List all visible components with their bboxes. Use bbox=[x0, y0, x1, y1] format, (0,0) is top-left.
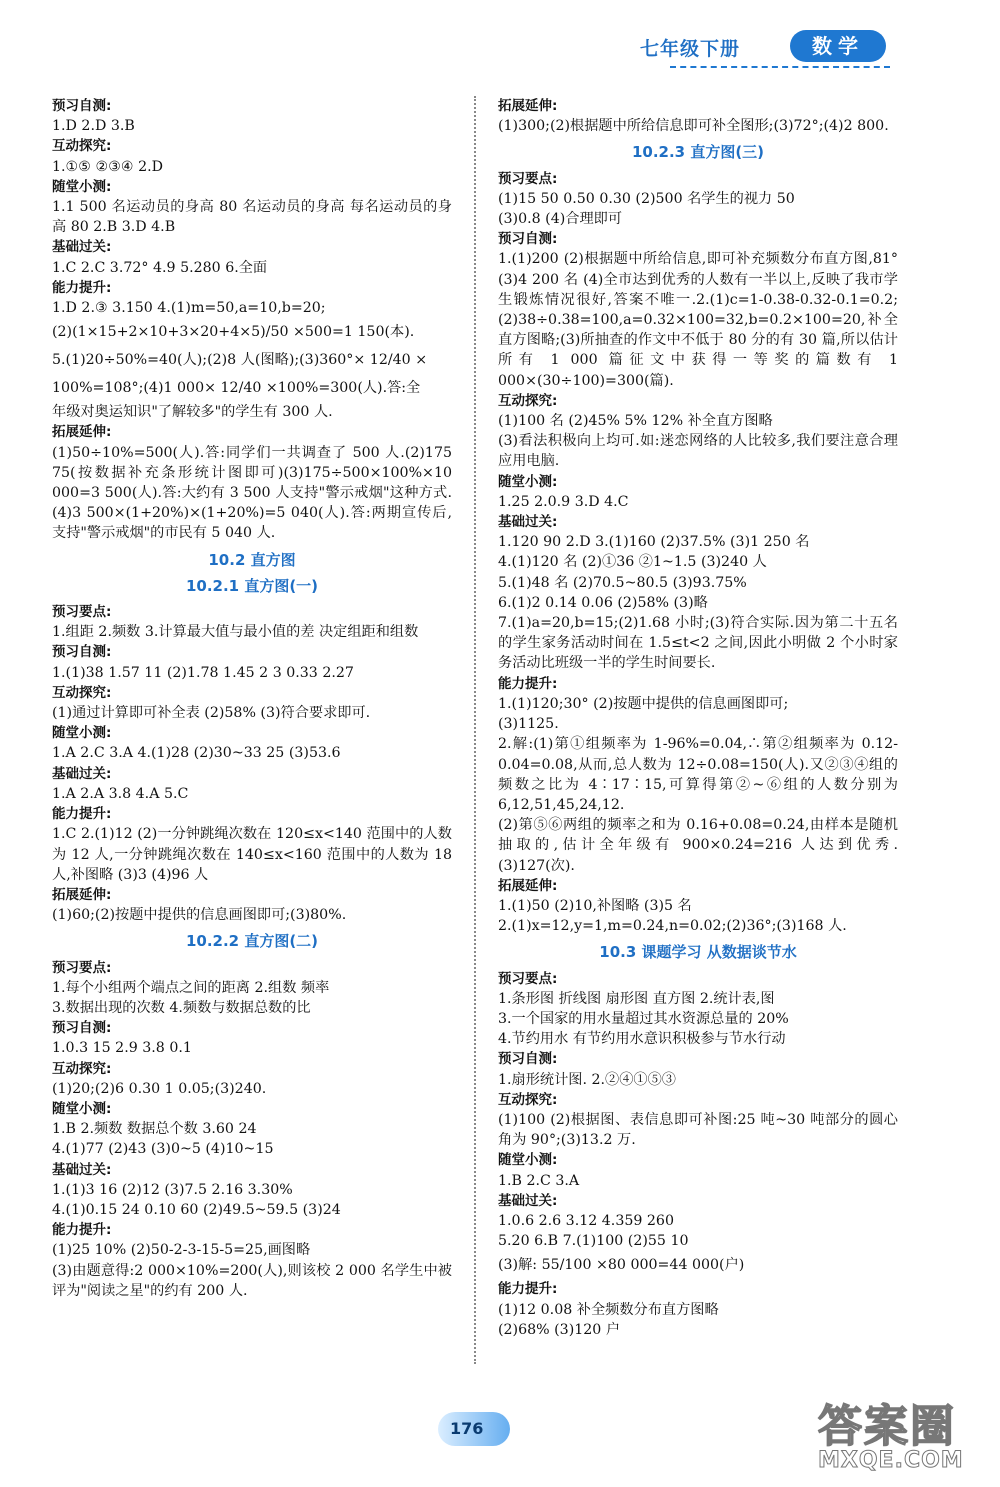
answer-line: 1.25 2.0.9 3.D 4.C bbox=[498, 493, 629, 510]
section-heading: 互动探究: bbox=[498, 392, 558, 409]
answer-line: 2.(1)x=12,y=1,m=0.24,n=0.02;(2)36°;(3)168 人. bbox=[498, 918, 847, 935]
answer-line: 1.0.3 15 2.9 3.8 0.1 bbox=[52, 1040, 192, 1057]
section-heading: 随堂小测: bbox=[52, 725, 112, 742]
answer-line: (1)60;(2)按题中提供的信息画图即可;(3)80%. bbox=[52, 907, 347, 924]
section-heading: 预习要点: bbox=[52, 604, 112, 621]
answer-line: (1)通过计算即可补全表 (2)58% (3)符合要求即可. bbox=[52, 705, 371, 722]
answer-line: 1.C 2.C 3.72° 4.9 5.280 6.全面 bbox=[52, 259, 268, 276]
answer-line: 年级对奥运知识"了解较多"的学生有 300 人. bbox=[52, 404, 333, 421]
answer-paragraph: 1.组距 2.频数 3.计算最大值与最小值的差 决定组距和组数 bbox=[52, 624, 419, 641]
answer-line: 5.20 6.B 7.(1)100 (2)55 10 bbox=[498, 1233, 689, 1250]
chapter-title: 10.2.2 直方图(二) bbox=[185, 932, 319, 951]
answer-line: 1.①⑤ ②③④ 2.D bbox=[52, 158, 164, 175]
answer-line: (1)100 名 (2)45% 5% 12% 补全直方图略 bbox=[498, 413, 773, 430]
chapter-title: 10.2 直方图 bbox=[208, 550, 296, 569]
answer-line: 4.节约用水 有节约用水意识积极参与节水行动 bbox=[498, 1031, 786, 1048]
answer-line: (3)1125. bbox=[498, 716, 559, 733]
section-heading: 能力提升: bbox=[52, 1222, 112, 1239]
answer-paragraph: 1.1 500 名运动员的身高 80 名运动员的身高 每名运动员的身高 80 2.B 3.D 4.B bbox=[52, 199, 452, 236]
answer-line: 1.120 90 2.D 3.(1)160 (2)37.5% (3)1 250 名 bbox=[498, 534, 810, 551]
answer-line: (3)解: 55/100 ×80 000=44 000(户) bbox=[498, 1257, 745, 1274]
grade-label: 七年级下册 bbox=[640, 38, 741, 60]
section-heading: 基础过关: bbox=[52, 239, 112, 256]
section-heading: 预习自测: bbox=[498, 231, 558, 248]
section-heading: 能力提升: bbox=[498, 1281, 558, 1298]
answer-paragraph: (1)100 (2)根据图、表信息即可补图:25 吨~30 吨部分的圆心角为 90°;(3)13.2 万. bbox=[498, 1111, 898, 1149]
section-heading: 能力提升: bbox=[52, 279, 112, 296]
answer-line: 3.数据出现的次数 4.频数与数据总数的比 bbox=[52, 999, 311, 1016]
answer-line: 100%=108°;(4)1 000× 12/40 ×100%=300(人).答:全 bbox=[52, 380, 421, 397]
watermark-url: MXQE.COM bbox=[818, 1448, 964, 1473]
section-heading: 预习自测: bbox=[52, 98, 112, 114]
answer-paragraph: 1.(1)200 (2)根据题中所给信息,即可补充频数分布直方图,81° (3)4 200 名 (4)全市达到优秀的人数有一半以上,反映了我市学生锻炼情况很好,答案不唯一.2.(1)c=1-0.38-0.32-0.1=0.2;(2)38÷0.38=100,a=0.32×100=32,b=0.2×100=20,补全直方图略;(3)所抽查的作文中不低于 80 分的有 30 篇,所以估计所有 1 000 篇征文中获得一等奖的篇数有 1 000×(30÷100)=300(篇). bbox=[498, 251, 898, 389]
section-heading: 预习自测: bbox=[498, 1051, 558, 1068]
section-heading: 能力提升: bbox=[52, 806, 112, 823]
answer-line: (2)(1×15+2×10+3×20+4×5)/50 ×500=1 150(本). bbox=[52, 324, 415, 341]
answer-line: 1.(1)3 16 (2)12 (3)7.5 2.16 3.30% bbox=[52, 1181, 293, 1198]
answer-line: (1)25 10% (2)50-2-3-15-5=25,画图略 bbox=[52, 1242, 311, 1259]
chapter-title: 10.2.1 直方图(一) bbox=[185, 576, 319, 595]
answer-line: (1)12 0.08 补全频数分布直方图略 bbox=[498, 1301, 719, 1318]
section-heading: 基础过关: bbox=[52, 1161, 112, 1178]
section-heading: 互动探究: bbox=[52, 138, 112, 155]
section-heading: 互动探究: bbox=[52, 1060, 112, 1077]
answer-line: 4.(1)120 名 (2)①36 ②1~1.5 (3)240 人 bbox=[498, 554, 767, 571]
section-heading: 基础过关: bbox=[498, 1192, 558, 1209]
answer-line: 1.(1)50 (2)10,补图略 (3)5 名 bbox=[498, 897, 692, 914]
section-heading: 互动探究: bbox=[52, 684, 112, 701]
answer-line: 1.(1)38 1.57 11 (2)1.78 1.45 2 3 0.33 2.27 bbox=[52, 664, 354, 681]
watermark-logo bbox=[818, 1390, 994, 1482]
section-heading: 随堂小测: bbox=[498, 473, 558, 490]
answer-line: 4.(1)0.15 24 0.10 60 (2)49.5~59.5 (3)24 bbox=[52, 1201, 341, 1218]
right-column bbox=[498, 96, 898, 1340]
section-heading: 拓展延伸: bbox=[498, 877, 558, 894]
page-number: 176 bbox=[438, 1412, 510, 1446]
answer-line: 1.B 2.C 3.A bbox=[498, 1172, 580, 1189]
answer-line: 4.(1)77 (2)43 (3)0~5 (4)10~15 bbox=[52, 1141, 274, 1158]
chapter-title: 10.3 课题学习 从数据谈节水 bbox=[599, 943, 797, 962]
answer-line: 1.D 2.D 3.B bbox=[52, 118, 135, 135]
page-header bbox=[640, 28, 890, 76]
section-heading: 拓展延伸: bbox=[52, 424, 112, 441]
header-divider bbox=[670, 66, 890, 68]
answer-line: (3)0.8 (4)合理即可 bbox=[498, 211, 623, 228]
answer-line: 1.条形图 折线图 扇形图 直方图 2.统计表,图 bbox=[498, 990, 775, 1007]
section-heading: 预习自测: bbox=[52, 1020, 112, 1037]
answer-paragraph: 1.C 2.(1)12 (2)一分钟跳绳次数在 120≤x<140 范围中的人数为 12 人,一分钟跳绳次数在 140≤x<160 范围中的人数为 18 人,补图略 (3)3 (4)96 人 bbox=[52, 826, 452, 883]
section-heading: 互动探究: bbox=[498, 1091, 558, 1108]
section-heading: 预习要点: bbox=[498, 170, 558, 187]
chapter-title: 10.2.3 直方图(三) bbox=[631, 143, 765, 162]
section-heading: 随堂小测: bbox=[52, 1100, 112, 1117]
answer-line: 1.扇形统计图. 2.②④①⑤③ bbox=[498, 1071, 676, 1088]
answer-paragraph: 2.解:(1)第①组频率为 1-96%=0.04,∴第②组频率为 0.12-0.04=0.08,从而,总人数为 12÷0.08=150(人).又②③④组的频数之比为 4∶17∶15,可算得第②~⑥组的人数分别为 6,12,51,45,24,12. bbox=[498, 736, 898, 813]
answer-line: 5.(1)48 名 (2)70.5~80.5 (3)93.75% bbox=[498, 574, 747, 591]
answer-paragraph: (2)第⑤⑥两组的频率之和为 0.16+0.08=0.24,由样本是随机抽取的,估计全年级有 900×0.24=216 人达到优秀. (3)127(次). bbox=[498, 817, 898, 874]
section-heading: 随堂小测: bbox=[498, 1152, 558, 1169]
section-heading: 能力提升: bbox=[498, 675, 558, 692]
answer-line: 1.A 2.A 3.8 4.A 5.C bbox=[52, 785, 189, 802]
answer-line: 1.D 2.③ 3.150 4.(1)m=50,a=10,b=20; bbox=[52, 300, 326, 317]
answer-line: (2)68% (3)120 户 bbox=[498, 1321, 621, 1338]
answer-line: 3.一个国家的用水量超过其水资源总量的 20% bbox=[498, 1010, 789, 1027]
section-heading: 基础过关: bbox=[498, 514, 558, 531]
answer-paragraph: (1)300;(2)根据题中所给信息即可补全图形;(3)72°;(4)2 800. bbox=[498, 118, 889, 135]
watermark-text: 答案圈 bbox=[818, 1401, 956, 1452]
answer-line: (1)15 50 0.50 0.30 (2)500 名学生的视力 50 bbox=[498, 190, 795, 207]
answer-line: 1.每个小组两个端点之间的距离 2.组数 频率 bbox=[52, 979, 330, 996]
answer-line: 1.A 2.C 3.A 4.(1)28 (2)30~33 25 (3)53.6 bbox=[52, 745, 341, 762]
section-heading: 预习要点: bbox=[498, 970, 558, 987]
answer-line: 1.(1)120;30° (2)按题中提供的信息画图即可; bbox=[498, 695, 789, 712]
answer-line: (1)20;(2)6 0.30 1 0.05;(3)240. bbox=[52, 1080, 267, 1097]
answer-line: 5.(1)20÷50%=40(人);(2)8 人(图略);(3)360°× 12/40 × bbox=[52, 352, 428, 369]
answer-line: 1.B 2.频数 数据总个数 3.60 24 bbox=[52, 1121, 257, 1138]
answer-paragraph: (3)看法积极向上均可.如:迷恋网络的人比较多,我们要注意合理应用电脑. bbox=[498, 433, 898, 470]
section-heading: 预习要点: bbox=[52, 959, 112, 976]
section-heading: 基础过关: bbox=[52, 765, 112, 782]
section-heading: 随堂小测: bbox=[52, 178, 112, 195]
subject-badge: 数学 bbox=[790, 30, 886, 62]
answer-paragraph: (1)50÷10%=500(人).答:同学们一共调查了 500 人.(2)175 75(按数据补充条形统计图即可)(3)175÷500×100%×10 000=3 500(人).答:大约有 3 500 人支持"警示戒烟"这种方式.(4)3 500×(1+20%)×(1+20%)=5 040(人).答:两期宣传后,支持"警示戒烟"的市民有 5 040 人. bbox=[52, 444, 452, 542]
section-heading: 拓展延伸: bbox=[498, 98, 558, 114]
answer-line: 6.(1)2 0.14 0.06 (2)58% (3)略 bbox=[498, 594, 708, 611]
section-heading: 预习自测: bbox=[52, 644, 112, 661]
section-heading: 拓展延伸: bbox=[52, 886, 112, 903]
answer-paragraph: (3)由题意得:2 000×10%=200(人),则该校 2 000 名学生中被评为"阅读之星"的约有 200 人. bbox=[52, 1262, 452, 1299]
left-column bbox=[52, 96, 452, 1301]
answer-line: 1.0.6 2.6 3.12 4.359 260 bbox=[498, 1212, 674, 1229]
column-divider bbox=[474, 96, 476, 1364]
answer-paragraph: 7.(1)a=20,b=15;(2)1.68 小时;(3)符合实际.因为第二十五名的学生家务活动时间在 1.5≤t<2 之间,因此小明做 2 个小时家务活动比班级一半的学生时间要长. bbox=[498, 615, 898, 672]
